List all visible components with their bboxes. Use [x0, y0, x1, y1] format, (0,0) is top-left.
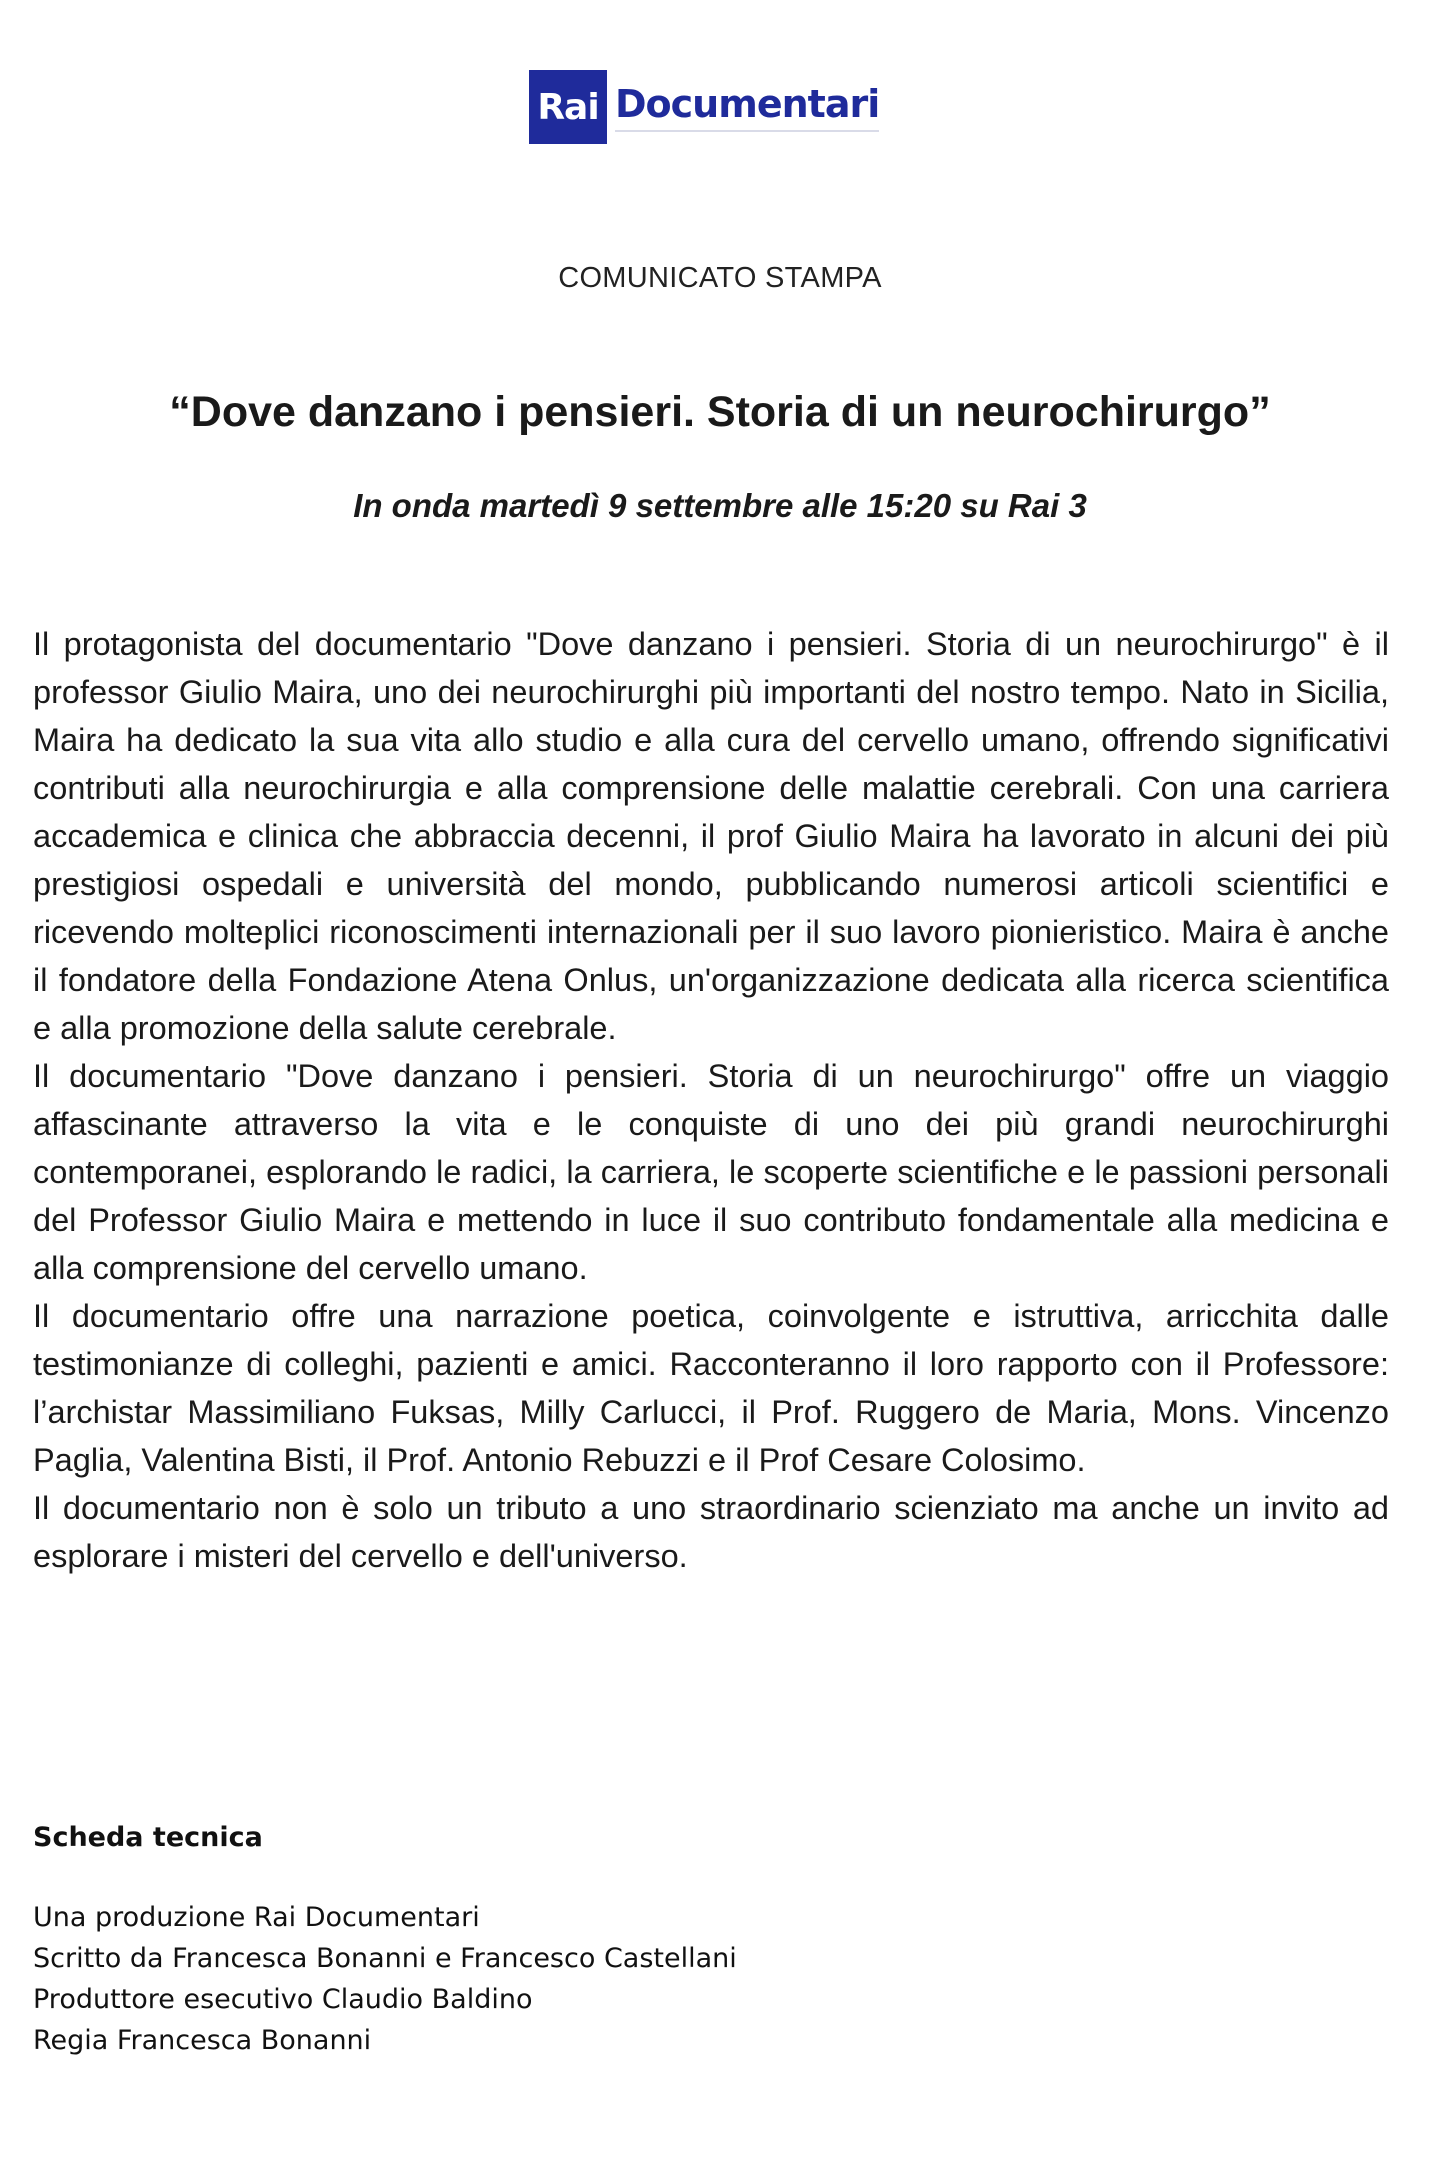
- tech-sheet-line: Scritto da Francesca Bonanni e Francesco Castellani: [33, 1943, 737, 1974]
- paragraph: Il documentario non è solo un tributo a uno straordinario scienziato ma anche un invito ad esplorare i misteri del cervello e dell'universo.: [33, 1490, 1389, 1574]
- tech-sheet: [33, 1822, 737, 2061]
- paragraph: Il documentario offre una narrazione poetica, coinvolgente e istruttiva, arricchita dalle testimonianze di colleghi, pazienti e amici. Racconteranno il loro rapporto con il Professore: l’archistar Massimiliano Fuksas, Milly Carlucci, il Prof. Ruggero de Maria, Mons. Vincenzo Paglia, Valentina Bisti, il Prof. Antonio Rebuzzi e il Prof Cesare Colosimo.: [33, 1298, 1389, 1478]
- logo-name: Documentari: [615, 82, 879, 132]
- rai-documentari-logo: [529, 70, 879, 144]
- paragraph: Il protagonista del documentario "Dove danzano i pensieri. Storia di un neurochirurgo" è il professor Giulio Maira, uno dei neurochirurghi più importanti del nostro tempo. Nato in Sicilia, Maira ha dedicato la sua vita allo studio e alla cura del cervello umano, offrendo significativi contributi alla neurochirurgia e alla comprensione delle malattie cerebrali. Con una carriera accademica e clinica che abbraccia decenni, il prof Giulio Maira ha lavorato in alcuni dei più prestigiosi ospedali e università del mondo, pubblicando numerosi articoli scientifici e ricevendo molteplici riconoscimenti internazionali per il suo lavoro pionieristico. Maira è anche il fondatore della Fondazione Atena Onlus, un'organizzazione dedicata alla ricerca scientifica e alla promozione della salute cerebrale.: [33, 626, 1389, 1046]
- logo-badge: Rai: [529, 70, 607, 144]
- tech-sheet-line: Produttore esecutivo Claudio Baldino: [33, 1984, 533, 2015]
- document-kicker: COMUNICATO STAMPA: [558, 262, 882, 294]
- tech-sheet-line: Una produzione Rai Documentari: [33, 1902, 480, 1933]
- paragraph: Il documentario "Dove danzano i pensieri. Storia di un neurochirurgo" offre un viaggio affascinante attraverso la vita e le conquiste di uno dei più grandi neurochirurghi contemporanei, esplorando le radici, la carriera, le scoperte scientifiche e le passioni personali del Professor Giulio Maira e mettendo in luce il suo contributo fondamentale alla medicina e alla comprensione del cervello umano.: [33, 1058, 1389, 1286]
- broadcast-info: In onda martedì 9 settembre alle 15:20 su Rai 3: [353, 487, 1087, 524]
- page-title: “Dove danzano i pensieri. Storia di un neurochirurgo”: [169, 388, 1271, 436]
- tech-sheet-line: Regia Francesca Bonanni: [33, 2025, 372, 2056]
- tech-sheet-heading: Scheda tecnica: [33, 1822, 263, 1853]
- body-text: [33, 620, 1389, 1580]
